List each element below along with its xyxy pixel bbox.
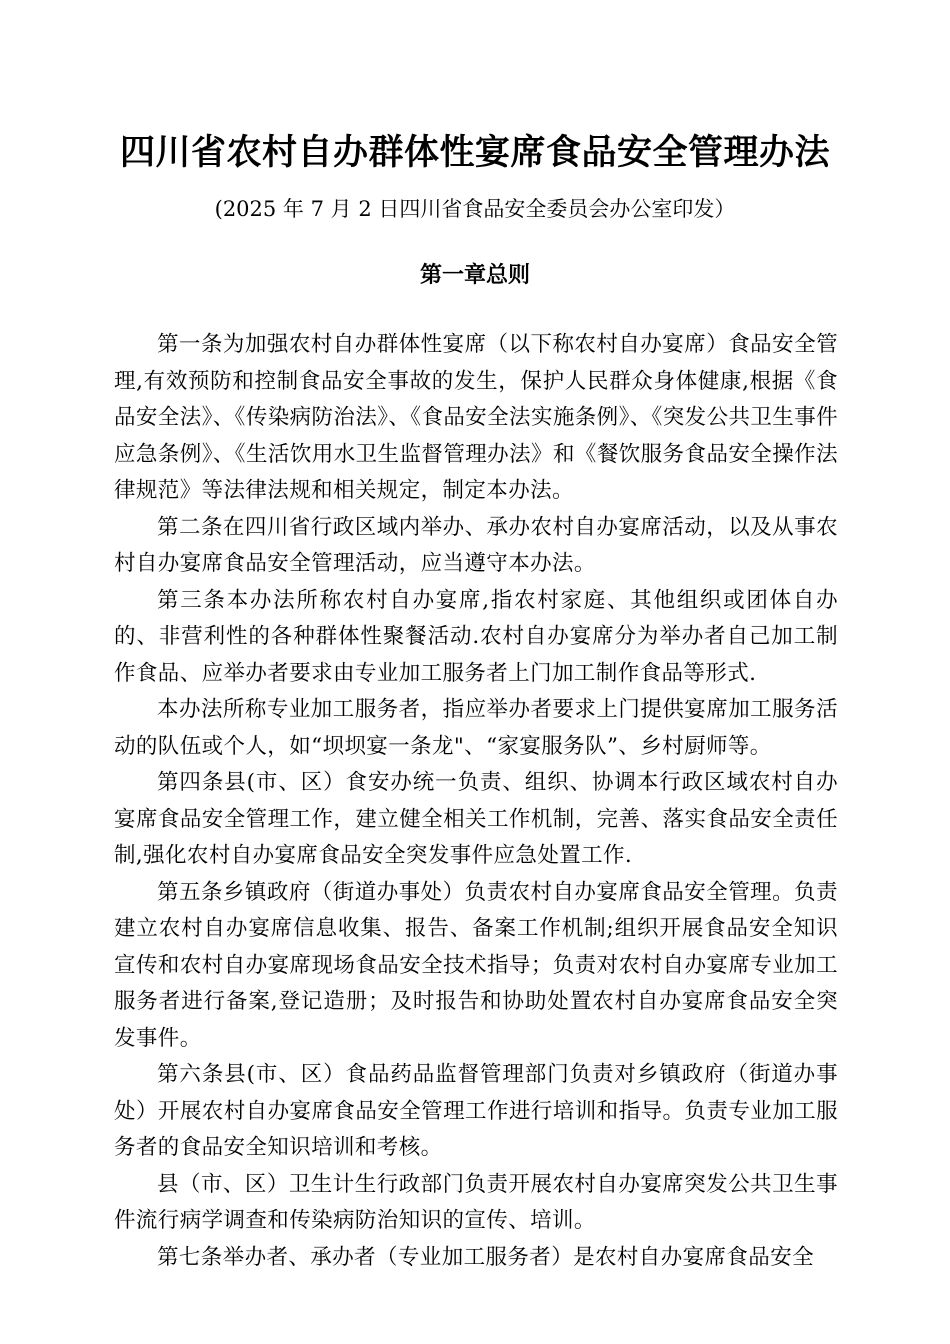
chapter-heading: 第一章总则 (419, 263, 530, 288)
paragraph-article-4: 第四条县(市、区）食安办统一负责、组织、协调本行政区域农村自办宴席食品安全管理工作，建立健全相关工作机制，完善、落实食品安全责任制,强化农村自办宴席食品安全突发事件应急处置工作. (114, 770, 838, 868)
paragraph-article-5: 第五条乡镇政府（街道办事处）负责农村自办宴席食品安全管理。负责建立农村自办宴席信息收集、报告、备案工作机制;组织开展食品安全知识宣传和农村自办宴席现场食品安全技术指导；负责对农村自办宴席专业加工服务者进行备案,登记造册；及时报告和协助处置农村自办宴席食品安全突发事件。 (114, 879, 838, 1051)
paragraph-article-3-supplement: 本办法所称专业加工服务者，指应举办者要求上门提供宴席加工服务活动的队伍或个人，如“坝坝宴一条龙"、“家宴服务队”、乡村厨师等。 (114, 697, 838, 759)
document-body (114, 327, 838, 1276)
paragraph-article-2: 第二条在四川省行政区域内举办、承办农村自办宴席活动，以及从事农村自办宴席食品安全管理活动，应当遵守本办法。 (114, 514, 838, 576)
document-subtitle: (2025 年 7 月 2 日四川省食品安全委员会办公室印发） (214, 197, 736, 221)
paragraph-article-6: 第六条县(市、区）食品药品监督管理部门负责对乡镇政府（街道办事处）开展农村自办宴席食品安全管理工作进行培训和指导。负责专业加工服务者的食品安全知识培训和考核。 (114, 1062, 838, 1160)
paragraph-article-6-supplement: 县（市、区）卫生计生行政部门负责开展农村自办宴席突发公共卫生事件流行病学调查和传染病防治知识的宣传、培训。 (114, 1171, 838, 1233)
paragraph-article-1: 第一条为加强农村自办群体性宴席（以下称农村自办宴席）食品安全管理,有效预防和控制食品安全事故的发生，保护人民群众身体健康,根据《食品安全法》、《传染病防治法》、《食品安全法实施条例》、《突发公共卫生事件应急条例》、《生活饮用水卫生监督管理办法》和《餐饮服务食品安全操作法律规范》等法律法规和相关规定，制定本办法。 (114, 332, 838, 503)
document-title: 四川省农村自办群体性宴席食品安全管理办法 (119, 132, 830, 173)
paragraph-article-3: 第三条本办法所称农村自办宴席,指农村家庭、其他组织或团体自办的、非营利性的各种群体性聚餐活动.农村自办宴席分为举办者自己加工制作食品、应举办者要求由专业加工服务者上门加工制作食品等形式. (114, 587, 838, 686)
paragraph-article-7: 第七条举办者、承办者（专业加工服务者）是农村自办宴席食品安全 (157, 1244, 815, 1270)
